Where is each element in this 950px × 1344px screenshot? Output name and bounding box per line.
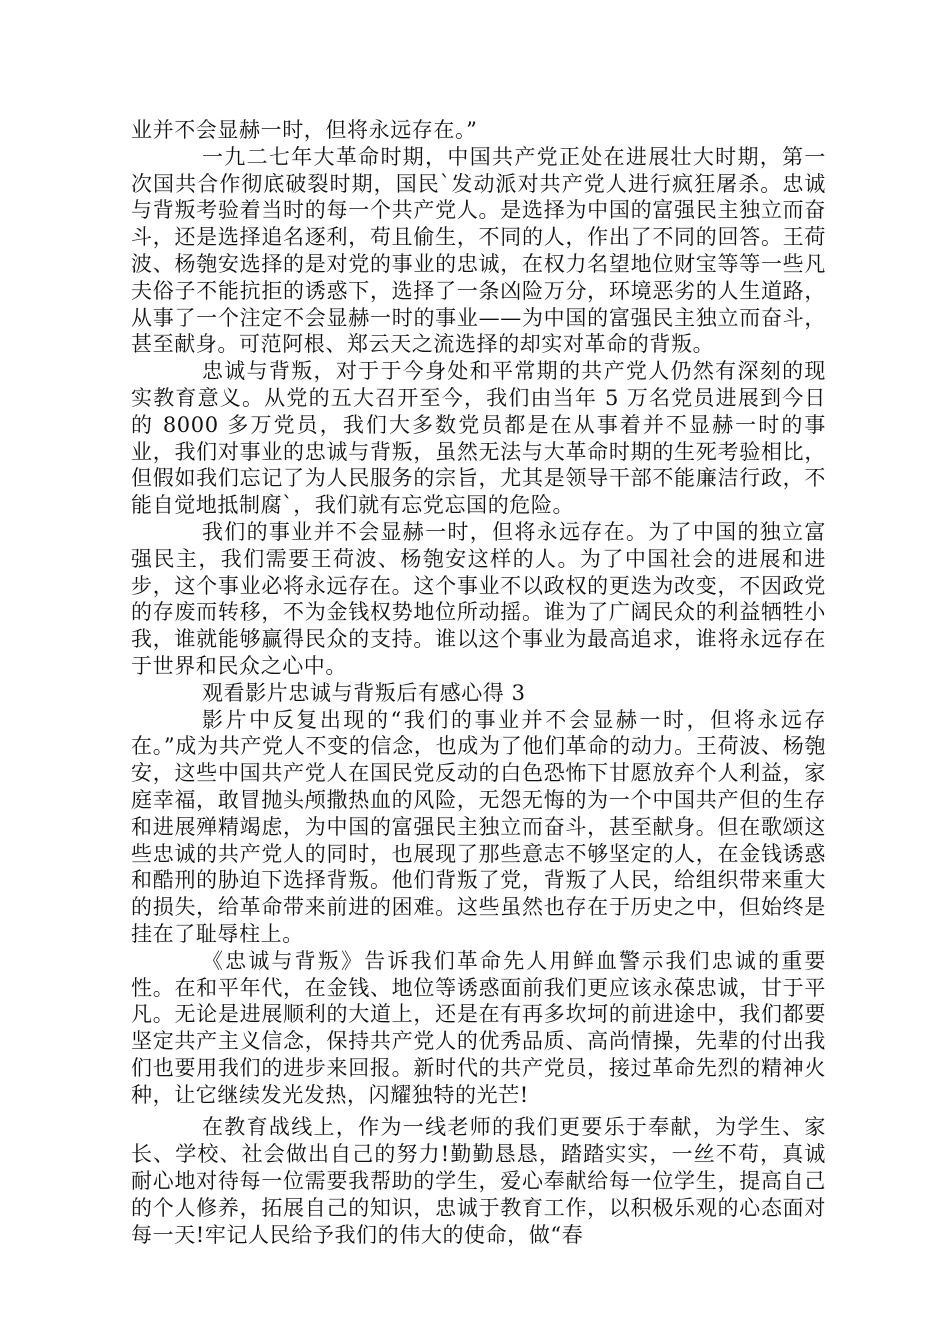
paragraph: 《忠诚与背叛》告诉我们革命先人用鲜血警示我们忠诚的重要性。在和平年代，在金钱、地位等诱惑面前我们更应该永葆忠诚，甘于平凡。无论是进展顺利的大道上，还是在有再多坎坷的前进途中，我们都要坚定共产主义信念，保持共产党人的优秀品质、高尚情操，先辈的付出我们也要用我们的进步来回报。新时代的共产党员，接过革命先烈的精神火种，让它继续发光发热，闪耀独特的光芒! xyxy=(131,948,826,1107)
document-body xyxy=(131,117,826,1248)
paragraph: 影片中反复出现的“我们的事业并不会显赫一时，但将永远存在。”成为共产党人不变的信念，也成为了他们革命的动力。王荷波、杨匏安，这些中国共产党人在国民党反动的白色恐怖下甘愿放弃个人利益，家庭幸福，敢冒抛头颅撒热血的风险，无怨无悔的为一个中国共产但的生存和进展殚精竭虑，为中国的富强民主独立而奋斗，甚至献身。但在歌颂这些忠诚的共产党人的同时，也展现了那些意志不够坚定的人，在金钱诱惑和酷刑的胁迫下选择背叛。他们背叛了党，背叛了人民，给组织带来重大的损失，给革命带来前进的困难。这些虽然也存在于历史之中，但始终是挂在了耻辱柱上。 xyxy=(131,707,826,946)
paragraph: 我们的事业并不会显赫一时，但将永远存在。为了中国的独立富强民主，我们需要王荷波、杨匏安这样的人。为了中国社会的进展和进步，这个事业必将永远存在。这个事业不以政权的更迭为改变，不因政党的存废而转移，不为金钱权势地位所动摇。谁为了广阔民众的利益牺牲小我，谁就能够赢得民众的支持。谁以这个事业为最高追求，谁将永远存在于世界和民众之心中。 xyxy=(131,519,826,678)
paragraph: 忠诚与背叛，对于于今身处和平常期的共产党人仍然有深刻的现实教育意义。从党的五大召开至今，我们由当年 5 万名党员进展到今日的 8000 多万党员，我们大多数党员都是在从事着并不显赫一时的事业，我们对事业的忠诚与背叛，虽然无法与大革命时期的生死考验相比，但假如我们忘记了为人民服务的宗旨，尤其是领导干部不能廉洁行政，不能自觉地抵制腐`，我们就有忘党忘国的危险。 xyxy=(131,359,826,518)
paragraph: 在教育战线上，作为一线老师的我们更要乐于奉献，为学生、家长、学校、社会做出自己的努力!勤勤恳恳，踏踏实实，一丝不苟，真诚耐心地对待每一位需要我帮助的学生，爱心奉献给每一位学生，提高自己的个人修养，拓展自己的知识，忠诚于教育工作，以积极乐观的心态面对每一天!牢记人民给予我们的伟大的使命，做“春 xyxy=(131,1115,826,1247)
paragraph: 一九二七年大革命时期，中国共产党正处在进展壮大时期，第一次国共合作彻底破裂时期，国民`发动派对共产党人进行疯狂屠杀。忠诚与背叛考验着当时的每一个共产党人。是选择为中国的富强民主独立而奋斗，还是选择追名逐利，苟且偷生，不同的人，作出了不同的回答。王荷波、杨匏安选择的是对党的事业的忠诚，在权力名望地位财宝等等一些凡夫俗子不能抗拒的诱惑下，选择了一条凶险万分，环境恶劣的人生道路，从事了一个注定不会显赫一时的事业——为中国的富强民主独立而奋斗，甚至献身。可范阿根、郑云天之流选择的却实对革命的背叛。 xyxy=(131,144,826,357)
paragraph: 业并不会显赫一时，但将永远存在。” xyxy=(131,118,478,142)
section-heading: 观看影片忠诚与背叛后有感心得 3 xyxy=(202,680,526,705)
